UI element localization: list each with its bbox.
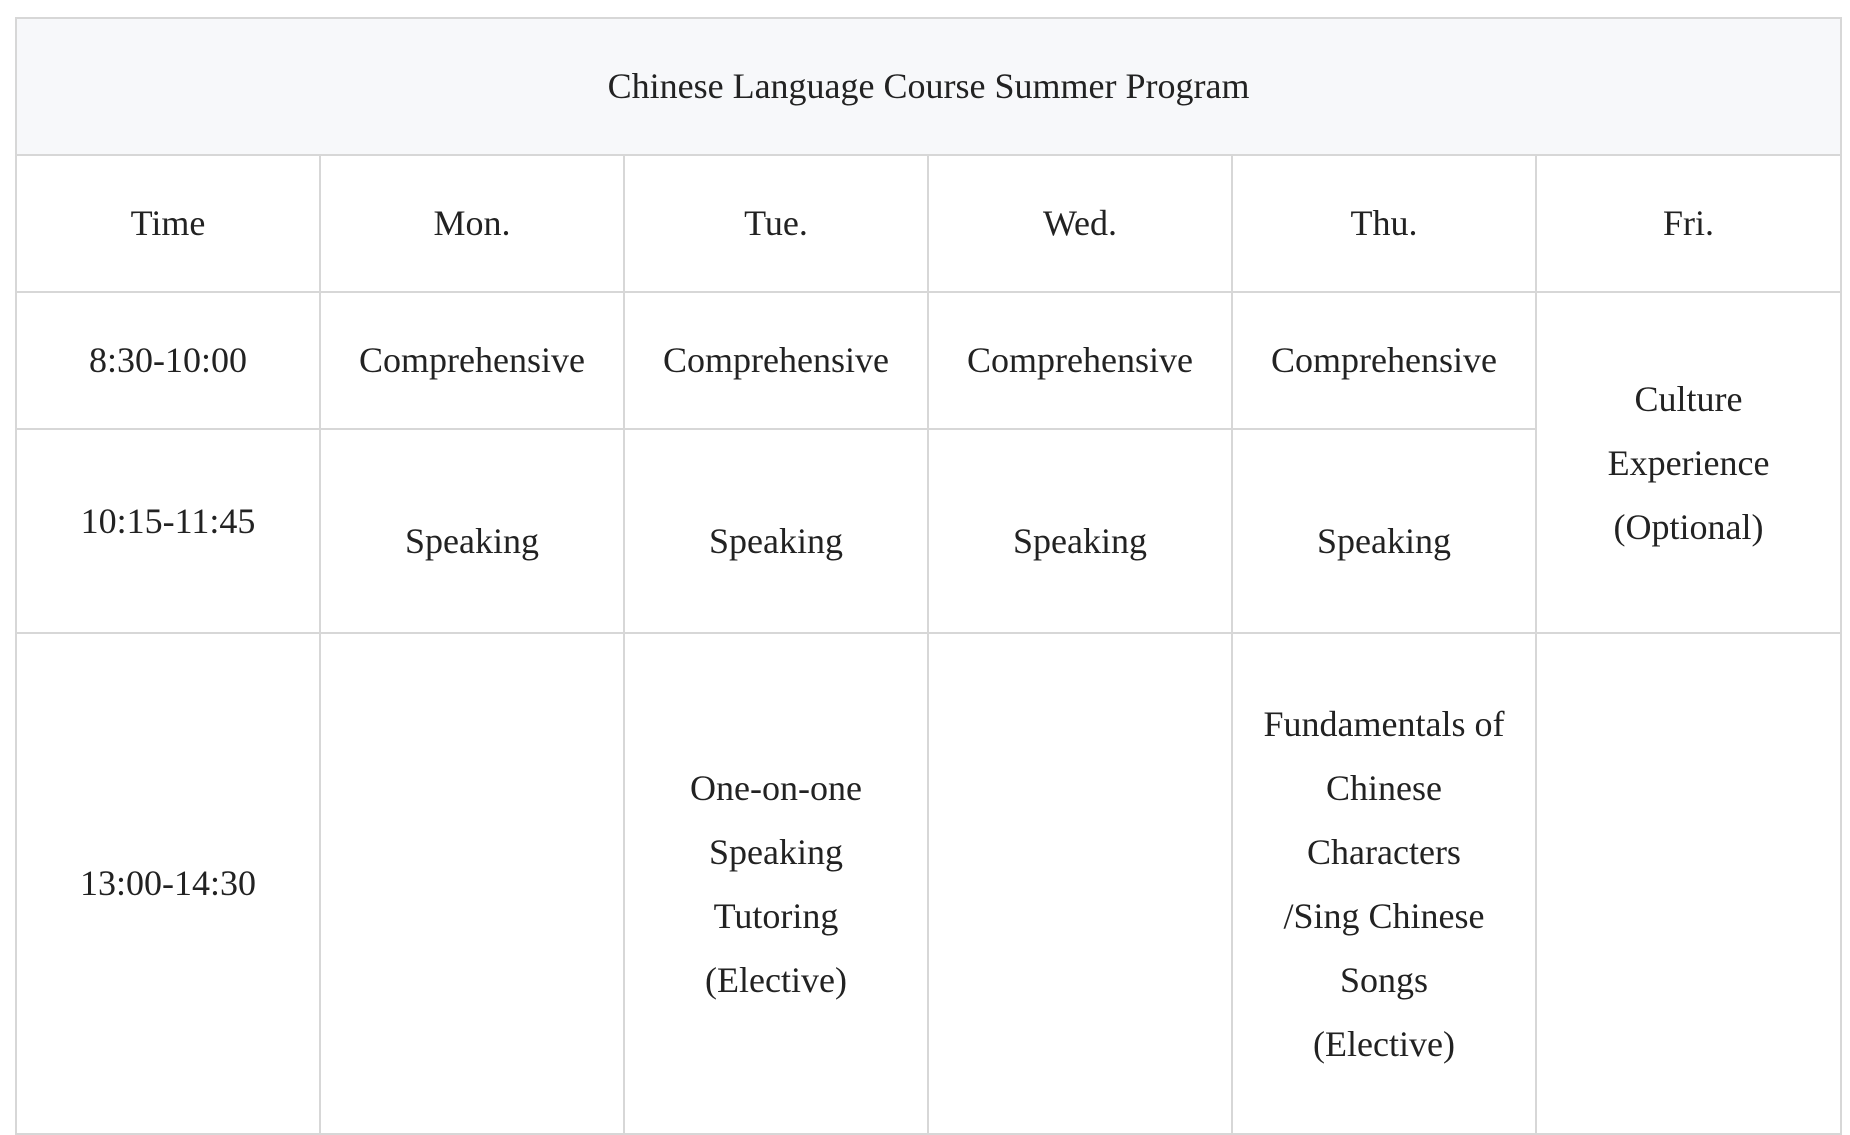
wed-slot-2: Speaking [928,429,1232,633]
thu-slot-3-line: (Elective) [1313,1023,1455,1064]
time-slot-1: 8:30-10:00 [16,292,320,429]
table-row [16,292,1841,429]
time-slot-2: 10:15-11:45 [16,429,320,633]
table-row [16,633,1841,1134]
thu-slot-3 [1232,633,1536,1134]
time-slot-3: 13:00-14:30 [16,633,320,1134]
thu-slot-1: Comprehensive [1232,292,1536,429]
mon-slot-2: Speaking [320,429,624,633]
wed-slot-3 [928,633,1232,1134]
thu-slot-2: Speaking [1232,429,1536,633]
mon-slot-1: Comprehensive [320,292,624,429]
wed-slot-1: Comprehensive [928,292,1232,429]
tue-slot-3-line: One-on-one [690,767,862,808]
tue-slot-3-line: Speaking [709,831,843,872]
tue-slot-1: Comprehensive [624,292,928,429]
header-fri: Fri. [1536,155,1841,292]
schedule-table [15,17,1842,1135]
header-tue: Tue. [624,155,928,292]
fri-slot-3 [1536,633,1841,1134]
thu-slot-3-line: Chinese [1326,767,1442,808]
tue-slot-2: Speaking [624,429,928,633]
header-row [16,155,1841,292]
fri-morning-cell [1536,292,1841,633]
thu-slot-3-line: Characters [1307,831,1461,872]
tue-slot-3-line: Tutoring [713,895,839,936]
tue-slot-3 [624,633,928,1134]
mon-slot-3 [320,633,624,1134]
fri-morning-line: Culture [1634,378,1743,419]
thu-slot-3-line: Fundamentals of [1263,703,1505,744]
fri-morning-line: Experience [1607,442,1770,483]
header-thu: Thu. [1232,155,1536,292]
header-time: Time [16,155,320,292]
thu-slot-3-line: Songs [1339,959,1429,1000]
thu-slot-3-line: /Sing Chinese [1283,895,1485,936]
header-mon: Mon. [320,155,624,292]
header-wed: Wed. [928,155,1232,292]
tue-slot-3-line: (Elective) [705,959,847,1000]
fri-morning-line: (Optional) [1613,506,1764,547]
table-title: Chinese Language Course Summer Program [16,18,1841,155]
